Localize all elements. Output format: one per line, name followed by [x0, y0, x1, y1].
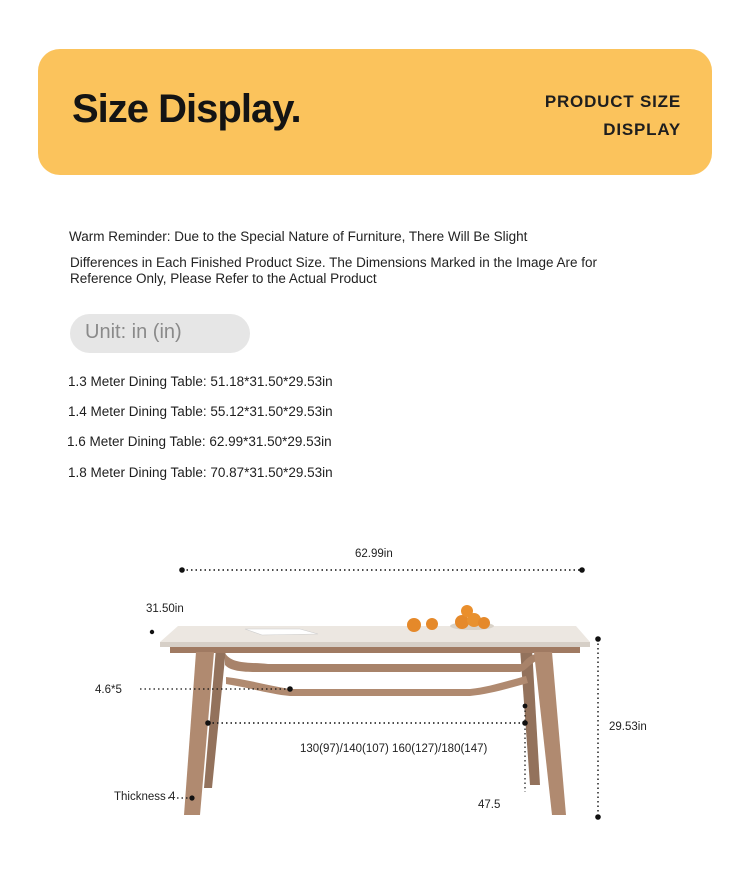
orange: [461, 605, 473, 617]
orange: [407, 618, 421, 632]
header-subtitle: [545, 88, 681, 144]
page-title: Size Display.: [72, 87, 301, 131]
inner-length-label: 130(97)/140(107) 160(127)/180(147): [300, 743, 488, 755]
reminder-line2: Differences in Each Finished Product Size. The Dimensions Marked in the Image Are for: [70, 255, 598, 270]
stretcher-frame: [225, 653, 540, 672]
front-leg-right: [534, 652, 566, 815]
spec-item: 1.6 Meter Dining Table: 62.99*31.50*29.53in: [67, 434, 332, 449]
spec-item: 1.4 Meter Dining Table: 55.12*31.50*29.53in: [68, 404, 333, 419]
header-subtitle-line2: DISPLAY: [603, 120, 681, 139]
height-label: 29.53in: [609, 721, 647, 733]
inset-label: 47.5: [478, 799, 501, 811]
orange: [478, 617, 490, 629]
header-subtitle-line1: PRODUCT SIZE: [544, 92, 681, 111]
thickness-label: Thickness 4: [114, 791, 176, 803]
spec-item: 1.8 Meter Dining Table: 70.87*31.50*29.53in: [68, 465, 333, 480]
dimension-diagram: [0, 530, 750, 850]
table-top-edge: [160, 642, 590, 647]
reminder-line1: Warm Reminder: Due to the Special Nature of Furniture, There Will Be Slight: [69, 229, 528, 244]
length-label: 62.99in: [355, 548, 393, 560]
beam-label: 4.6*5: [95, 684, 122, 696]
reminder-line3: Reference Only, Please Refer to the Actual Product: [70, 271, 377, 286]
spec-item: 1.3 Meter Dining Table: 51.18*31.50*29.53in: [68, 374, 333, 389]
orange: [426, 618, 438, 630]
unit-badge: [70, 314, 250, 353]
unit-label: Unit: in (in): [85, 321, 182, 343]
lower-stretcher: [226, 676, 528, 696]
header-banner: [38, 49, 712, 175]
depth-label: 31.50in: [146, 603, 184, 615]
orange: [455, 615, 469, 629]
table-top: [160, 626, 590, 642]
